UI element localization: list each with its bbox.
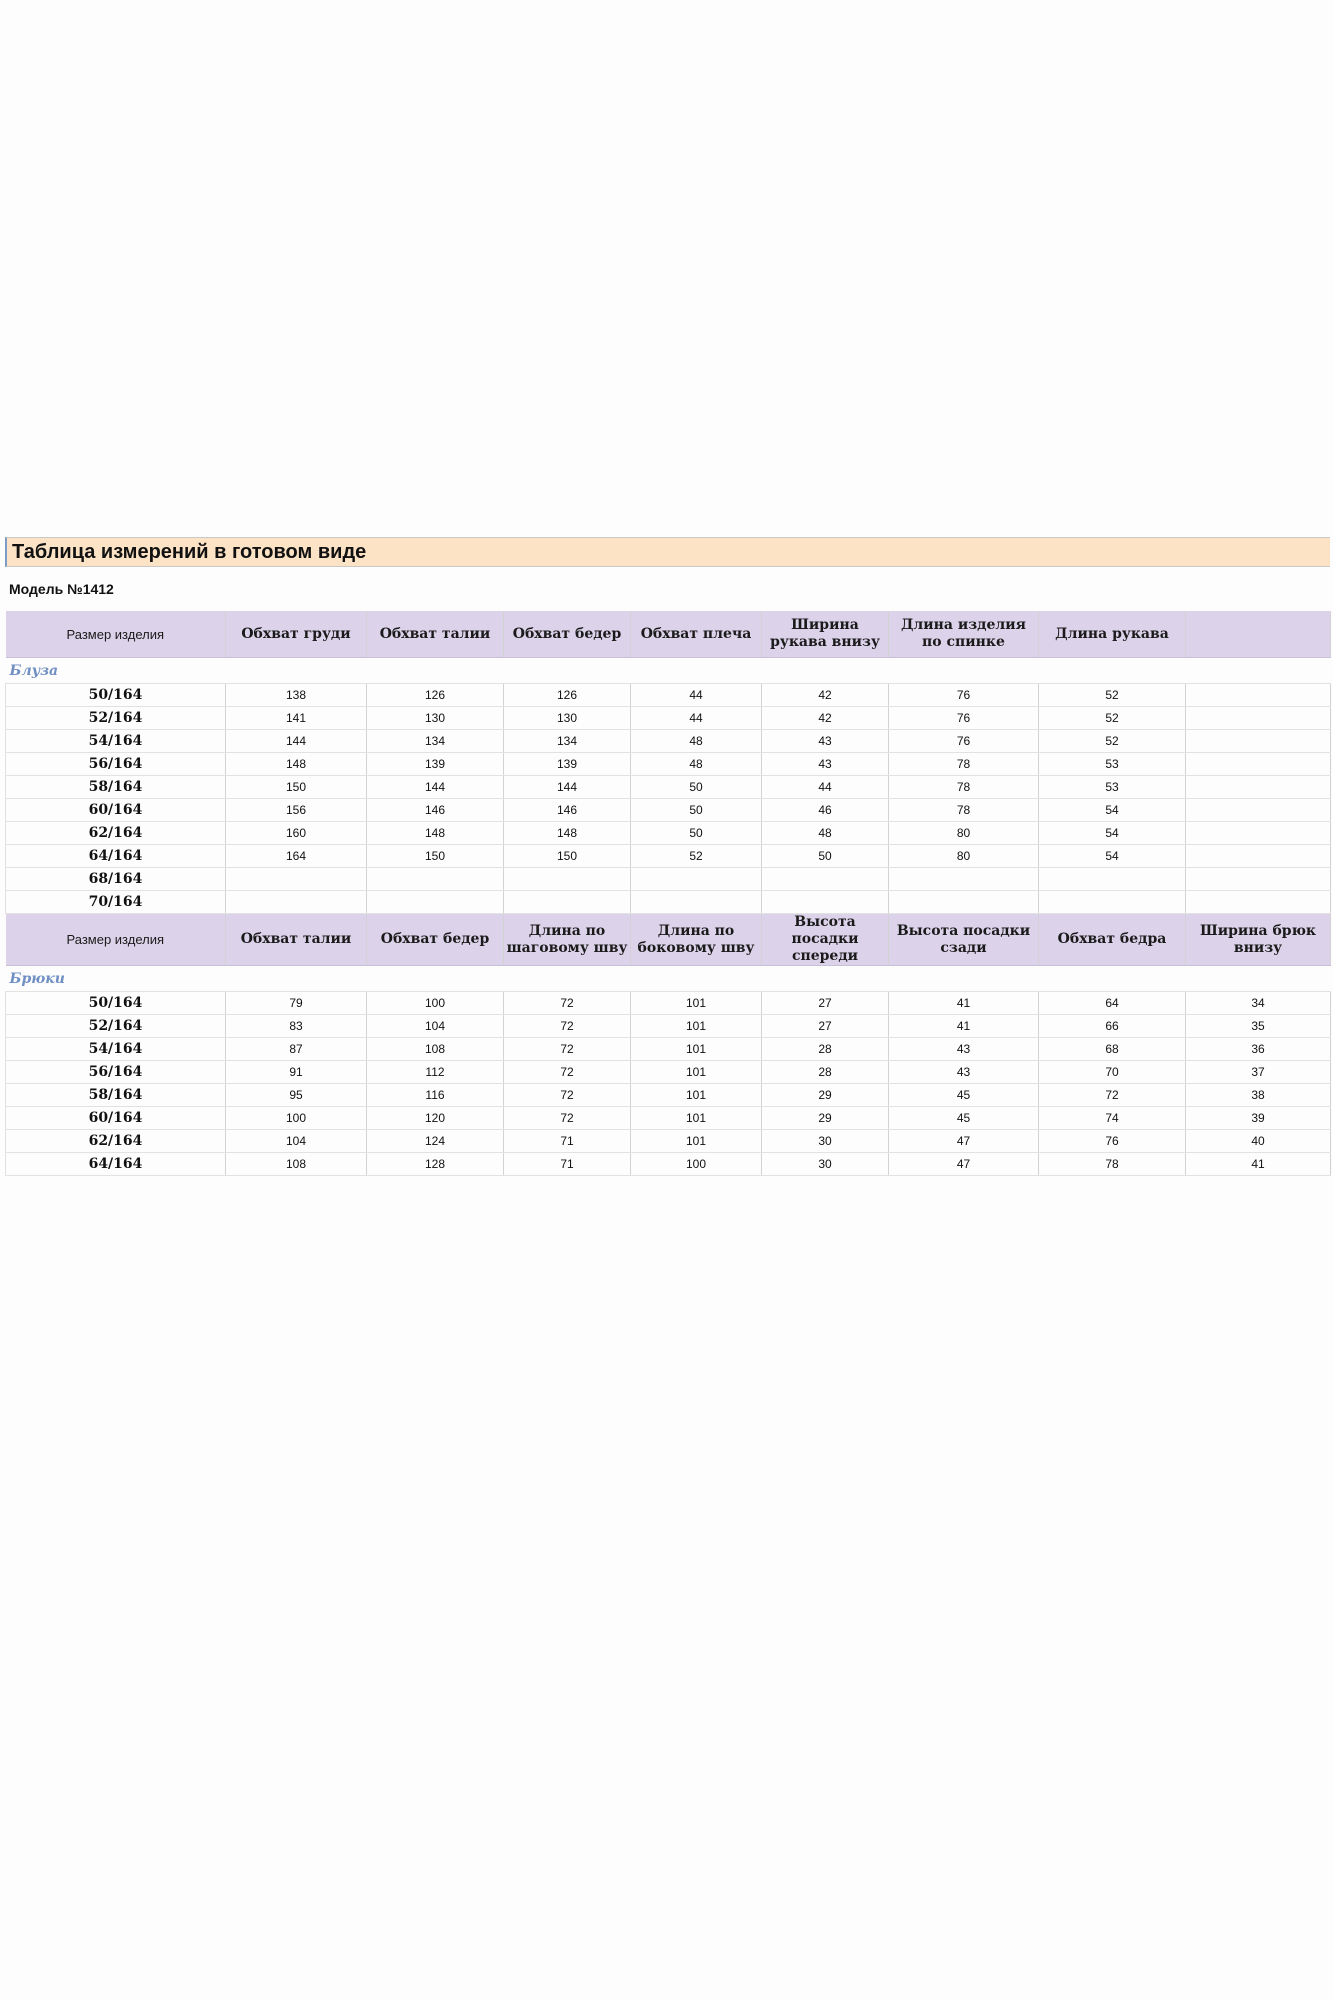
value-cell: 72 — [504, 1015, 631, 1038]
blouse-header-cell: Длина изделия по спинке — [889, 611, 1039, 658]
value-cell: 43 — [889, 1038, 1039, 1061]
table-row — [6, 684, 1331, 707]
value-cell — [1186, 776, 1331, 799]
table-row — [6, 1038, 1331, 1061]
value-cell: 39 — [1186, 1107, 1331, 1130]
value-cell: 42 — [762, 684, 889, 707]
trousers-header-row — [6, 914, 1331, 966]
size-cell: 50/164 — [6, 992, 226, 1015]
value-cell: 29 — [762, 1107, 889, 1130]
value-cell: 104 — [226, 1130, 367, 1153]
measurement-table — [5, 611, 1331, 1176]
size-cell: 64/164 — [6, 1153, 226, 1176]
value-cell — [1039, 891, 1186, 914]
blouse-header-cell: Длина рукава — [1039, 611, 1186, 658]
value-cell: 130 — [367, 707, 504, 730]
value-cell: 138 — [226, 684, 367, 707]
value-cell: 74 — [1039, 1107, 1186, 1130]
value-cell: 50 — [631, 822, 762, 845]
value-cell: 148 — [226, 753, 367, 776]
value-cell: 36 — [1186, 1038, 1331, 1061]
table-row — [6, 845, 1331, 868]
value-cell: 52 — [1039, 707, 1186, 730]
value-cell: 108 — [226, 1153, 367, 1176]
value-cell: 38 — [1186, 1084, 1331, 1107]
table-row — [6, 776, 1331, 799]
table-row — [6, 868, 1331, 891]
value-cell: 44 — [631, 707, 762, 730]
blouse-table-body — [6, 611, 1331, 914]
size-cell: 50/164 — [6, 684, 226, 707]
table-row — [6, 730, 1331, 753]
value-cell: 28 — [762, 1038, 889, 1061]
table-row — [6, 1153, 1331, 1176]
value-cell: 95 — [226, 1084, 367, 1107]
value-cell — [367, 868, 504, 891]
value-cell: 128 — [367, 1153, 504, 1176]
model-number: Модель №1412 — [9, 581, 114, 597]
table-row — [6, 1061, 1331, 1084]
value-cell: 148 — [504, 822, 631, 845]
value-cell: 144 — [367, 776, 504, 799]
value-cell: 150 — [367, 845, 504, 868]
value-cell — [889, 891, 1039, 914]
trousers-header-cell: Длина по шаговому шву — [504, 914, 631, 966]
value-cell — [226, 868, 367, 891]
value-cell: 104 — [367, 1015, 504, 1038]
trousers-header-cell: Обхват талии — [226, 914, 367, 966]
value-cell: 108 — [367, 1038, 504, 1061]
value-cell: 150 — [504, 845, 631, 868]
value-cell — [631, 891, 762, 914]
value-cell: 52 — [1039, 684, 1186, 707]
value-cell: 42 — [762, 707, 889, 730]
blouse-header-cell: Обхват бедер — [504, 611, 631, 658]
value-cell — [1186, 868, 1331, 891]
size-cell: 56/164 — [6, 753, 226, 776]
value-cell: 146 — [367, 799, 504, 822]
value-cell: 126 — [367, 684, 504, 707]
value-cell: 78 — [889, 753, 1039, 776]
blouse-header-cell: Размер изделия — [6, 611, 226, 658]
value-cell: 78 — [1039, 1153, 1186, 1176]
value-cell — [1186, 707, 1331, 730]
trousers-header-cell: Обхват бедра — [1039, 914, 1186, 966]
value-cell: 41 — [889, 1015, 1039, 1038]
value-cell: 116 — [367, 1084, 504, 1107]
value-cell — [504, 891, 631, 914]
value-cell: 45 — [889, 1084, 1039, 1107]
value-cell: 52 — [631, 845, 762, 868]
value-cell: 71 — [504, 1153, 631, 1176]
trousers-section-label: Брюки — [6, 966, 1331, 992]
table-row — [6, 753, 1331, 776]
trousers-header-cell: Размер изделия — [6, 914, 226, 966]
value-cell: 48 — [762, 822, 889, 845]
value-cell — [762, 891, 889, 914]
blouse-header-row — [6, 611, 1331, 658]
size-cell: 68/164 — [6, 868, 226, 891]
value-cell: 72 — [1039, 1084, 1186, 1107]
measurement-sheet — [5, 537, 1330, 1176]
value-cell: 44 — [762, 776, 889, 799]
value-cell: 146 — [504, 799, 631, 822]
value-cell: 91 — [226, 1061, 367, 1084]
table-row — [6, 1084, 1331, 1107]
value-cell: 101 — [631, 1061, 762, 1084]
value-cell — [762, 868, 889, 891]
value-cell: 54 — [1039, 845, 1186, 868]
size-cell: 60/164 — [6, 799, 226, 822]
value-cell: 80 — [889, 822, 1039, 845]
blouse-section-row — [6, 658, 1331, 684]
value-cell: 54 — [1039, 799, 1186, 822]
value-cell: 134 — [367, 730, 504, 753]
value-cell: 43 — [762, 730, 889, 753]
size-cell: 60/164 — [6, 1107, 226, 1130]
value-cell: 124 — [367, 1130, 504, 1153]
value-cell: 79 — [226, 992, 367, 1015]
value-cell: 45 — [889, 1107, 1039, 1130]
value-cell: 52 — [1039, 730, 1186, 753]
value-cell: 144 — [504, 776, 631, 799]
size-cell: 54/164 — [6, 730, 226, 753]
value-cell: 150 — [226, 776, 367, 799]
value-cell: 70 — [1039, 1061, 1186, 1084]
value-cell: 139 — [367, 753, 504, 776]
value-cell: 43 — [762, 753, 889, 776]
size-cell: 52/164 — [6, 1015, 226, 1038]
table-row — [6, 992, 1331, 1015]
value-cell: 64 — [1039, 992, 1186, 1015]
trousers-header-cell: Обхват бедер — [367, 914, 504, 966]
value-cell: 76 — [889, 684, 1039, 707]
value-cell: 101 — [631, 992, 762, 1015]
value-cell: 100 — [631, 1153, 762, 1176]
size-cell: 56/164 — [6, 1061, 226, 1084]
value-cell: 40 — [1186, 1130, 1331, 1153]
trousers-header-cell: Ширина брюк внизу — [1186, 914, 1331, 966]
value-cell: 144 — [226, 730, 367, 753]
value-cell: 101 — [631, 1038, 762, 1061]
blouse-header-cell: Ширина рукава внизу — [762, 611, 889, 658]
value-cell: 53 — [1039, 753, 1186, 776]
value-cell — [1186, 730, 1331, 753]
value-cell: 83 — [226, 1015, 367, 1038]
value-cell: 87 — [226, 1038, 367, 1061]
value-cell: 78 — [889, 799, 1039, 822]
value-cell: 50 — [631, 776, 762, 799]
value-cell: 30 — [762, 1153, 889, 1176]
table-row — [6, 1130, 1331, 1153]
value-cell: 48 — [631, 753, 762, 776]
value-cell: 126 — [504, 684, 631, 707]
table-row — [6, 891, 1331, 914]
size-cell: 62/164 — [6, 822, 226, 845]
blouse-header-cell: Обхват талии — [367, 611, 504, 658]
value-cell: 78 — [889, 776, 1039, 799]
value-cell — [889, 868, 1039, 891]
value-cell: 53 — [1039, 776, 1186, 799]
value-cell: 47 — [889, 1153, 1039, 1176]
trousers-header-cell: Высота посадки спереди — [762, 914, 889, 966]
value-cell: 141 — [226, 707, 367, 730]
value-cell: 130 — [504, 707, 631, 730]
value-cell — [226, 891, 367, 914]
value-cell — [1186, 845, 1331, 868]
value-cell: 44 — [631, 684, 762, 707]
value-cell: 100 — [367, 992, 504, 1015]
value-cell: 28 — [762, 1061, 889, 1084]
size-cell: 52/164 — [6, 707, 226, 730]
trousers-table-body — [6, 914, 1331, 1176]
value-cell: 139 — [504, 753, 631, 776]
value-cell — [1186, 799, 1331, 822]
sheet-title: Таблица измерений в готовом виде — [5, 537, 1330, 567]
value-cell: 148 — [367, 822, 504, 845]
value-cell: 41 — [1186, 1153, 1331, 1176]
value-cell: 156 — [226, 799, 367, 822]
value-cell: 50 — [631, 799, 762, 822]
table-row — [6, 707, 1331, 730]
value-cell: 101 — [631, 1130, 762, 1153]
value-cell — [631, 868, 762, 891]
value-cell: 112 — [367, 1061, 504, 1084]
value-cell: 43 — [889, 1061, 1039, 1084]
value-cell: 76 — [889, 730, 1039, 753]
value-cell: 30 — [762, 1130, 889, 1153]
value-cell: 46 — [762, 799, 889, 822]
trousers-header-cell: Высота посадки сзади — [889, 914, 1039, 966]
value-cell: 164 — [226, 845, 367, 868]
value-cell — [1186, 822, 1331, 845]
trousers-section-row — [6, 966, 1331, 992]
value-cell: 120 — [367, 1107, 504, 1130]
value-cell: 71 — [504, 1130, 631, 1153]
value-cell: 48 — [631, 730, 762, 753]
value-cell: 76 — [1039, 1130, 1186, 1153]
size-cell: 58/164 — [6, 776, 226, 799]
size-cell: 64/164 — [6, 845, 226, 868]
value-cell: 29 — [762, 1084, 889, 1107]
value-cell: 101 — [631, 1084, 762, 1107]
table-row — [6, 1107, 1331, 1130]
value-cell — [1186, 753, 1331, 776]
table-row — [6, 799, 1331, 822]
value-cell: 27 — [762, 992, 889, 1015]
value-cell: 76 — [889, 707, 1039, 730]
value-cell: 100 — [226, 1107, 367, 1130]
value-cell: 34 — [1186, 992, 1331, 1015]
value-cell: 72 — [504, 1061, 631, 1084]
table-row — [6, 1015, 1331, 1038]
table-row — [6, 822, 1331, 845]
value-cell — [1186, 891, 1331, 914]
value-cell — [504, 868, 631, 891]
value-cell: 80 — [889, 845, 1039, 868]
value-cell: 101 — [631, 1015, 762, 1038]
value-cell: 54 — [1039, 822, 1186, 845]
value-cell: 160 — [226, 822, 367, 845]
blouse-header-cell — [1186, 611, 1331, 658]
value-cell: 134 — [504, 730, 631, 753]
value-cell: 41 — [889, 992, 1039, 1015]
value-cell: 72 — [504, 1107, 631, 1130]
value-cell: 72 — [504, 1038, 631, 1061]
value-cell: 35 — [1186, 1015, 1331, 1038]
size-cell: 58/164 — [6, 1084, 226, 1107]
value-cell: 37 — [1186, 1061, 1331, 1084]
value-cell: 47 — [889, 1130, 1039, 1153]
value-cell — [1186, 684, 1331, 707]
value-cell: 72 — [504, 1084, 631, 1107]
size-cell: 54/164 — [6, 1038, 226, 1061]
blouse-header-cell: Обхват груди — [226, 611, 367, 658]
value-cell: 27 — [762, 1015, 889, 1038]
value-cell: 68 — [1039, 1038, 1186, 1061]
value-cell — [1039, 868, 1186, 891]
value-cell: 66 — [1039, 1015, 1186, 1038]
size-cell: 62/164 — [6, 1130, 226, 1153]
value-cell: 101 — [631, 1107, 762, 1130]
value-cell: 72 — [504, 992, 631, 1015]
value-cell — [367, 891, 504, 914]
blouse-header-cell: Обхват плеча — [631, 611, 762, 658]
blouse-section-label: Блуза — [6, 658, 1331, 684]
size-cell: 70/164 — [6, 891, 226, 914]
value-cell: 50 — [762, 845, 889, 868]
trousers-header-cell: Длина по боковому шву — [631, 914, 762, 966]
